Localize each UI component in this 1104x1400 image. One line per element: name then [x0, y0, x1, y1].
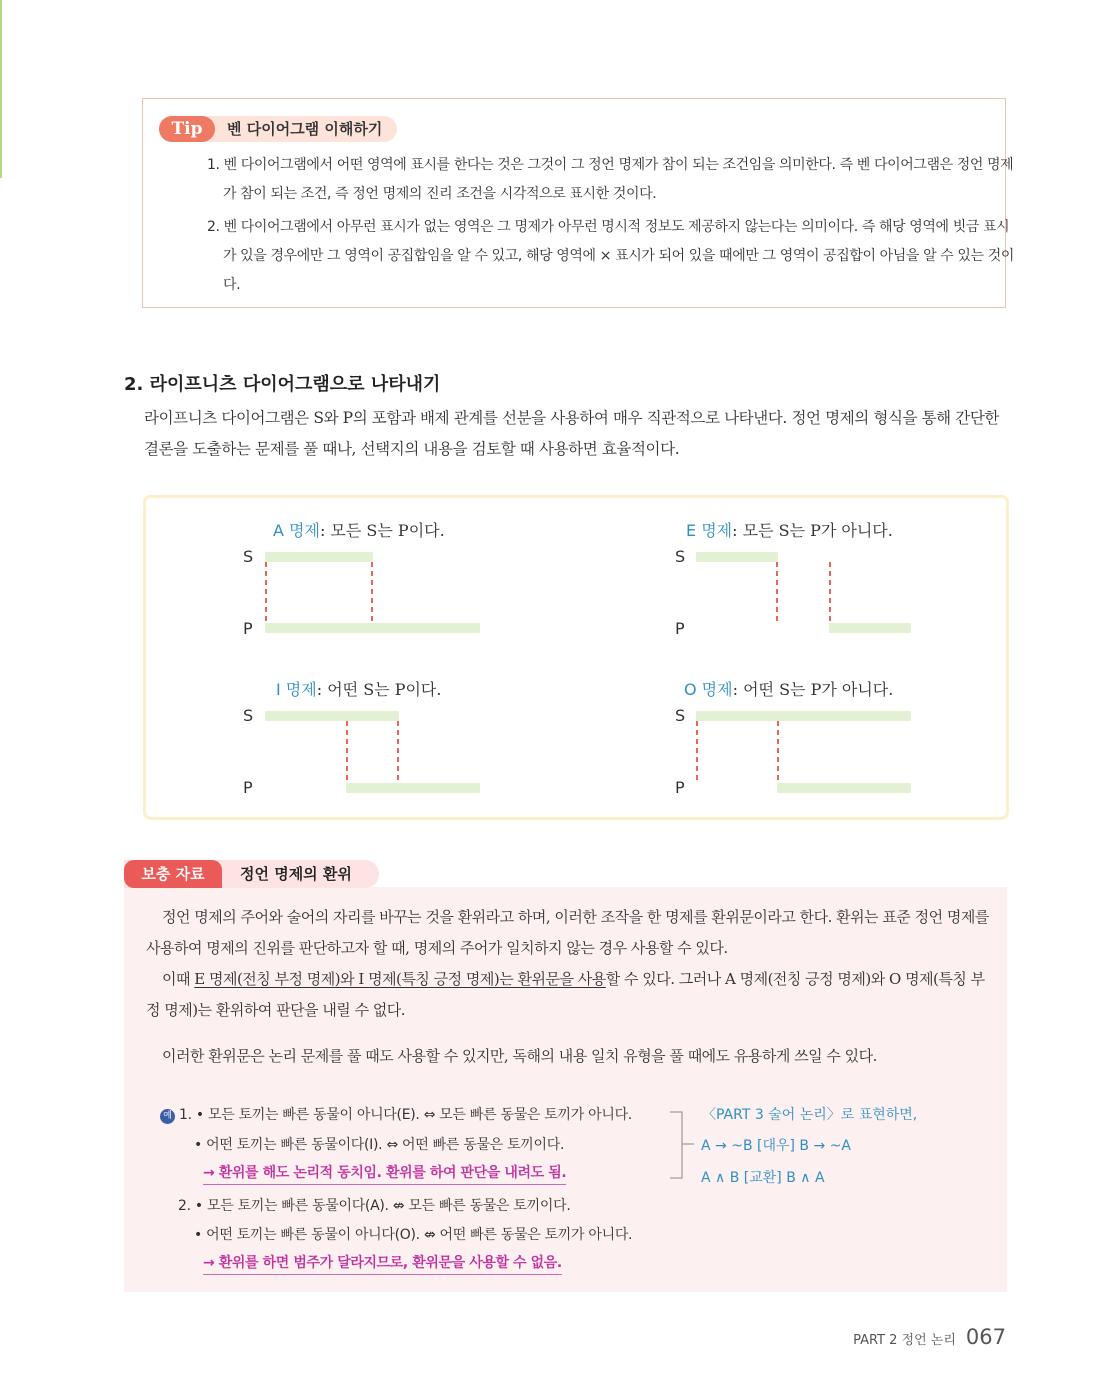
footer-part: PART 2 정언 논리 — [853, 1333, 956, 1348]
page-footer — [853, 1325, 1006, 1355]
o-caption: O 명제: 어떤 S는 P가 아니다. — [684, 680, 894, 699]
tip-item-1: 1. 벤 다이어그램에서 어떤 영역에 표시를 한다는 것은 그것이 그 정언 명제가 참이 되는 조건임을 의미한다. 즉 벤 다이어그램은 정언 명제가 참이 되는 조건, 즉 정언 명제의 진리 조건을 시각적으로 표시한 것이다. — [207, 157, 1014, 202]
e-p-label: P — [675, 619, 685, 638]
supplement-badge: 보충 자료 — [124, 860, 222, 888]
a-p-label: P — [243, 619, 253, 638]
tip-box — [142, 98, 1014, 308]
bracket-connector — [668, 1108, 698, 1184]
supplement-paragraph-3: 이러한 환위문은 논리 문제를 풀 때도 사용할 수 있지만, 독해의 내용 일치 유형을 풀 때에도 유용하게 쓰일 수 있다. — [162, 1047, 877, 1065]
supplement-paragraph-1: 정언 명제의 주어와 술어의 자리를 바꾸는 것을 환위라고 하며, 이러한 조작을 한 명제를 환위문이라고 한다. 환위는 표준 정언 명제를 사용하여 명제의 진위를 판단하고자 할 때, 명제의 주어가 일치하지 않는 경우 사용할 수 있다. — [146, 908, 989, 957]
o-p-bar — [777, 783, 911, 793]
i-s-label: S — [243, 706, 254, 725]
tip-badge: Tip — [159, 116, 215, 142]
margin-rule — [0, 0, 2, 178]
e-p-bar — [829, 623, 911, 633]
i-s-bar — [265, 711, 399, 721]
o-p-label: P — [675, 778, 685, 797]
e-caption: E 명제: 모든 S는 P가 아니다. — [686, 521, 893, 540]
predicate-logic-line-2: A ∧ B [교환] B ∧ A — [701, 1170, 825, 1186]
example-1-line-1: 예 1. • 모든 토끼는 빠른 동물이 아니다(E). ⇔ 모든 빠른 동물은 토끼가 아니다. — [160, 1104, 632, 1124]
example-1-note: → 환위를 해도 논리적 동치임. 환위를 하여 판단을 내려도 됨. — [203, 1162, 566, 1185]
section-body: 라이프니츠 다이어그램은 S와 P의 포함과 배제 관계를 선분을 사용하여 매우 직관적으로 나타낸다. 정언 명제의 형식을 통해 간단한 결론을 도출하는 문제를 풀 때나, 선택지의 내용을 검토할 때 사용하면 효율적이다. — [144, 409, 1000, 458]
page-number: 067 — [965, 1325, 1006, 1349]
section-title: 2. 라이프니츠 다이어그램으로 나타내기 — [124, 374, 441, 395]
underlined-phrase: E 명제(전칭 부정 명제)와 I 명제(특칭 긍정 명제)는 환위문을 사용 — [194, 970, 606, 988]
e-s-label: S — [675, 547, 686, 566]
a-s-label: S — [243, 547, 254, 566]
a-caption: A 명제: 모든 S는 P이다. — [273, 521, 445, 540]
example-2-note: → 환위를 하면 범주가 달라지므로, 환위문을 사용할 수 없음. — [203, 1252, 562, 1275]
tip-item-2: 2. 벤 다이어그램에서 아무런 표시가 없는 영역은 그 명제가 아무런 명시적 정보도 제공하지 않는다는 의미이다. 즉 해당 영역에 빗금 표시가 있을 경우에만 그 영역이 공집합임을 알 수 있고, 해당 영역에 × 표시가 되어 있을 때에만 그 영역이 공집합이 아님을 알 수 있는 것이다. — [207, 219, 1014, 293]
example-1-line-2: • 어떤 토끼는 빠른 동물이다(I). ⇔ 어떤 빠른 동물은 토끼이다. — [194, 1137, 565, 1153]
example-badge: 예 — [160, 1109, 175, 1124]
i-caption: I 명제: 어떤 S는 P이다. — [276, 680, 442, 699]
e-s-bar — [696, 552, 778, 562]
a-p-bar — [265, 623, 480, 633]
supplement-paragraph-2: 이때 E 명제(전칭 부정 명제)와 I 명제(특칭 긍정 명제)는 환위문을 사용할 수 있다. 그러나 A 명제(전칭 긍정 명제)와 O 명제(특칭 부정 명제)는 환위하여 판단을 내릴 수 없다. — [146, 970, 985, 1019]
i-p-bar — [346, 783, 480, 793]
example-2-line-2: • 어떤 토끼는 빠른 동물이 아니다(O). ⇎ 어떤 빠른 동물은 토끼가 아니다. — [194, 1227, 633, 1243]
example-2-line-1: 2. • 모든 토끼는 빠른 동물이다(A). ⇎ 모든 빠른 동물은 토끼이다. — [178, 1198, 571, 1214]
i-p-label: P — [243, 778, 253, 797]
o-s-bar — [696, 711, 911, 721]
leibniz-diagrams — [146, 498, 1006, 817]
a-s-bar — [265, 552, 373, 562]
predicate-logic-line-1: A → ~B [대우] B → ~A — [701, 1138, 851, 1154]
supplement-title: 정언 명제의 환위 — [240, 865, 352, 883]
o-s-label: S — [675, 706, 686, 725]
predicate-logic-title: 〈PART 3 술어 논리〉로 표현하면, — [702, 1107, 918, 1123]
tip-header — [159, 116, 397, 142]
leibniz-diagram-box — [143, 495, 1009, 820]
tip-title: 벤 다이어그램 이해하기 — [227, 120, 383, 138]
